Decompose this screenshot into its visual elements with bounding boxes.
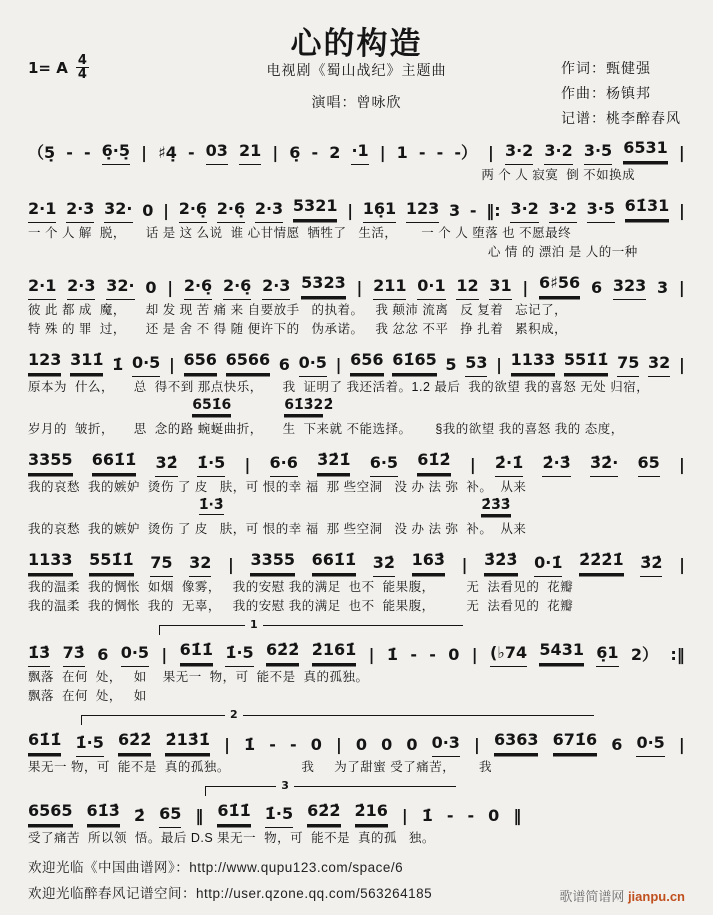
note-group: 2·6̣ bbox=[223, 274, 251, 300]
time-bottom: 4 bbox=[77, 67, 87, 82]
note-group: 3·2 bbox=[510, 197, 538, 223]
barline: | bbox=[679, 555, 685, 574]
lyric-line: 飘落 在何 处， 如 果无一 物，可 能不是 真的孤独。 bbox=[28, 670, 369, 684]
note-group: - bbox=[83, 143, 91, 162]
system-7 bbox=[28, 618, 685, 705]
note-group: 2̇2̇2̇1̇ bbox=[579, 548, 624, 574]
note-group: 3355 bbox=[28, 448, 73, 474]
note-group: 3 bbox=[657, 278, 669, 297]
barline: ‖ bbox=[195, 806, 204, 825]
lyric-line: 特 殊 的 罪 过， 还 是 舍 不 得 随 便许下的 伪承诺。 我 忿忿 不平 挣 扎着 累积成， bbox=[28, 322, 568, 336]
note-group: - bbox=[187, 143, 195, 162]
note-group: 5 bbox=[445, 355, 457, 374]
note-group: 0 bbox=[355, 735, 368, 754]
note-group: 0 bbox=[488, 806, 500, 825]
site-credit-prefix: 歌谱简谱网 bbox=[559, 889, 628, 904]
note-group: (♭74 bbox=[490, 641, 527, 667]
ossia-note-group: 2̇3̇3̇ bbox=[481, 497, 511, 513]
lyric-line: 我的哀愁 我的嫉妒 烫伤 了 皮 肤，可 恨的幸 福 那 些空洞 没 办 法 弥 补。 从来 bbox=[28, 522, 527, 536]
notation-line bbox=[28, 136, 685, 165]
note-group: 0·5 bbox=[636, 731, 664, 757]
barline: | bbox=[379, 143, 386, 162]
note-group: 6 bbox=[278, 355, 290, 374]
note-group: 6 bbox=[97, 645, 109, 664]
note-group: 6̣ bbox=[289, 143, 301, 162]
note-group: 6565 bbox=[28, 799, 73, 825]
note-group: 0 bbox=[310, 735, 322, 754]
qzone-url-line: 欢迎光临醉春风记谱空间：http://user.qzone.qq.com/563264185 bbox=[28, 886, 433, 901]
note-group: 2̇161̇ bbox=[312, 638, 357, 664]
note-group: 2̇16 bbox=[355, 799, 388, 825]
note-group: 03 bbox=[206, 139, 228, 165]
notation-line bbox=[28, 448, 685, 477]
barline: | bbox=[368, 645, 375, 664]
note-group: - bbox=[418, 143, 426, 162]
note-group: 6·5 bbox=[370, 451, 398, 477]
note-group: - bbox=[469, 201, 477, 220]
note-group: - bbox=[429, 645, 436, 664]
barline: ‖ bbox=[513, 806, 522, 825]
note-group: - bbox=[467, 806, 475, 825]
barline: | bbox=[244, 455, 251, 474]
barline: :‖ bbox=[670, 645, 685, 664]
note-group: 75 bbox=[617, 351, 639, 377]
note-group: 1133 bbox=[511, 348, 556, 374]
note-group: 3·5 bbox=[587, 197, 615, 223]
note-group: 2·1 bbox=[28, 274, 56, 300]
note-group: 1̇ bbox=[421, 806, 433, 825]
note-group: 65 bbox=[638, 451, 660, 477]
note-group: 211 bbox=[373, 274, 406, 300]
lyric-line: 一 个 人 解 脱， 话 是 这 么说 谁 心甘情愿 牺牲了 生活， 一 个 人 堕落 也 不愿最终 bbox=[28, 226, 572, 240]
note-group: 0·1̇ bbox=[534, 551, 562, 577]
note-group: 1̇ bbox=[244, 735, 256, 754]
note-group: 61̇65 bbox=[392, 348, 437, 374]
note-group: 0 bbox=[381, 735, 393, 754]
note-group: 661̇1̇ bbox=[92, 448, 137, 474]
note-group: 5323 bbox=[301, 271, 346, 297]
note-group: ·1 bbox=[351, 139, 368, 165]
note-group: 661̇1̇ bbox=[312, 548, 357, 574]
note-group: 3̇2̇1̇ bbox=[317, 448, 350, 474]
note-group: 656 bbox=[184, 348, 217, 374]
note-group: 2 bbox=[329, 143, 341, 162]
note-group: 163̇ bbox=[412, 548, 445, 574]
note-group: 311̇ bbox=[70, 348, 103, 374]
note-group: 671̇6 bbox=[553, 728, 598, 754]
note-group: 2·3 bbox=[255, 197, 283, 223]
lyric-line: 飘落 在何 处， 如 bbox=[28, 689, 147, 703]
note-group: 6♯56 bbox=[539, 271, 580, 297]
note-group: 2） bbox=[630, 645, 659, 664]
barline: | bbox=[474, 735, 480, 754]
note-group: 3̇2̇3̇ bbox=[484, 548, 517, 574]
barline: | bbox=[224, 735, 230, 754]
lyric-line: 果无一 物，可 能不是 真的孤独。 我 为了甜蜜 受了痛苦， 我 bbox=[28, 760, 493, 774]
barline: | bbox=[161, 645, 168, 664]
note-group: 21 bbox=[239, 139, 261, 165]
note-group: 3·2 bbox=[544, 139, 572, 165]
note-group: 123 bbox=[28, 348, 61, 374]
barline: | bbox=[356, 278, 363, 297]
lyricist-credit: 作词：甄健强 bbox=[561, 60, 651, 76]
singer: 演唱：曾咏欣 bbox=[311, 94, 402, 110]
notation-line bbox=[28, 271, 685, 300]
ossia-note-group: 61̇3̇2 bbox=[284, 397, 324, 413]
note-group: ♯4̣ bbox=[158, 143, 177, 162]
note-group: 2·6̣ bbox=[179, 197, 207, 223]
note-group: - bbox=[410, 645, 417, 664]
note-group: 6 bbox=[611, 735, 623, 754]
note-group: 2·3 bbox=[262, 274, 290, 300]
barline: | bbox=[678, 355, 685, 374]
note-group: 1 bbox=[396, 143, 408, 162]
note-group: 323 bbox=[613, 274, 646, 300]
note-group: 1̇·5 bbox=[225, 641, 253, 667]
note-group: 656 bbox=[350, 348, 383, 374]
note-group: 61̇1̇ bbox=[28, 728, 61, 754]
note-group: 12 bbox=[456, 274, 478, 300]
ossia-note-group: 651̇6 bbox=[192, 397, 232, 413]
time-top: 4 bbox=[77, 53, 87, 68]
note-group: 123 bbox=[406, 197, 439, 223]
note-group: 0·5 bbox=[121, 641, 149, 667]
note-group: 3·5 bbox=[584, 139, 612, 165]
composer-credit: 作曲：杨镇邦 bbox=[561, 85, 651, 101]
note-group: 32· bbox=[106, 274, 134, 300]
note-group: 2·6̣ bbox=[217, 197, 245, 223]
lyric-line: 心 情 的 漂泊 是 人的一种 bbox=[487, 245, 638, 259]
note-group: 1̇ bbox=[386, 645, 398, 664]
note-group: 0·3 bbox=[432, 731, 460, 757]
song-title: 心的构造 bbox=[290, 26, 423, 61]
note-group: 551̇1̇ bbox=[564, 348, 609, 374]
barline: | bbox=[678, 278, 685, 297]
note-group: 53 bbox=[465, 351, 487, 377]
note-group: 1̇·5 bbox=[197, 451, 225, 477]
note-group: 3·2 bbox=[549, 197, 577, 223]
note-group: 31 bbox=[489, 274, 511, 300]
note-group: 32̇ bbox=[373, 551, 395, 577]
volta-bracket-1 bbox=[159, 618, 462, 635]
note-group: 32 bbox=[189, 551, 211, 577]
note-group: 1̇ bbox=[112, 355, 124, 374]
note-group: 32 bbox=[648, 351, 670, 377]
note-group: - bbox=[311, 143, 319, 162]
note-group: 2̇·1̇ bbox=[495, 451, 523, 477]
ossia-row bbox=[28, 497, 685, 519]
notation-line bbox=[28, 348, 685, 377]
note-group: 62̇2̇ bbox=[266, 638, 299, 664]
lyric-line: 我的温柔 我的惆怅 我的 无辜， 我的安慰 我的满足 也不 能果腹， 无 法看见的 花瓣 bbox=[28, 599, 574, 613]
note-group: 6̣·5̣ bbox=[102, 139, 130, 165]
subtitle: 电视剧《蜀山战纪》主题曲 bbox=[266, 62, 447, 78]
note-group: 0·1 bbox=[417, 274, 445, 300]
note-group: 1̇3̇ bbox=[28, 641, 50, 667]
barline: | bbox=[228, 555, 234, 574]
transcriber-credit: 记谱：桃李醉春风 bbox=[561, 110, 681, 126]
notation-line bbox=[28, 638, 685, 667]
ossia-note-group: 2̇ bbox=[323, 397, 334, 413]
note-group: 2·6̣ bbox=[184, 274, 212, 300]
note-group: 1̇·5 bbox=[265, 802, 293, 828]
note-group: 32̇ bbox=[155, 451, 177, 477]
system-9 bbox=[28, 779, 685, 847]
barline: | bbox=[168, 355, 175, 374]
note-group: - bbox=[289, 735, 297, 754]
note-group: 65 bbox=[159, 802, 181, 828]
note-group: 61̇3̇ bbox=[87, 799, 120, 825]
barline: | bbox=[488, 143, 494, 162]
volta-bracket-2 bbox=[81, 708, 594, 725]
header bbox=[28, 8, 685, 136]
note-group: 61̇31 bbox=[625, 194, 670, 220]
barline: | bbox=[679, 455, 685, 474]
notation-line bbox=[28, 194, 685, 223]
barline: | bbox=[347, 201, 354, 220]
note-group: - bbox=[446, 806, 454, 825]
barline: | bbox=[469, 455, 476, 474]
barline: | bbox=[163, 201, 169, 220]
ossia-row bbox=[28, 397, 685, 419]
system-4 bbox=[28, 348, 685, 438]
note-group: 75 bbox=[150, 551, 172, 577]
note-group: 3·2 bbox=[505, 139, 533, 165]
note-group: 0 bbox=[448, 645, 460, 664]
note-group: 2·1 bbox=[28, 197, 56, 223]
barline: | bbox=[167, 278, 174, 297]
note-group: - bbox=[269, 735, 276, 754]
barline: | bbox=[678, 143, 685, 162]
note-group: -） bbox=[454, 143, 477, 162]
note-group: 6566 bbox=[226, 348, 271, 374]
barline: | bbox=[678, 735, 685, 754]
barline: | bbox=[141, 143, 147, 162]
barline: | bbox=[678, 201, 685, 220]
note-group: - bbox=[436, 143, 444, 162]
score bbox=[28, 136, 685, 847]
note-group: 5431 bbox=[539, 638, 584, 664]
notation-line bbox=[28, 548, 685, 577]
lyric-line: 我的哀愁 我的嫉妒 烫伤 了 皮 肤，可 恨的幸 福 那 些空洞 没 办 法 弥 补。 从来 bbox=[28, 480, 527, 494]
site-credit-brand: jianpu.cn bbox=[627, 889, 685, 904]
note-group: 6531 bbox=[623, 136, 668, 162]
note-group: 0 bbox=[142, 201, 154, 220]
lyric-line: 岁月的 皱折， 思 念的路 蜿蜒曲折， 生 下来就 不能选择。 §我的欲望 我的喜怒 我的 态度， bbox=[28, 422, 624, 436]
barline: | bbox=[335, 355, 342, 374]
lyric-line: 两 个 人 寂寞 倒 不如换成 bbox=[481, 168, 636, 182]
lyric-line: 原本为 什么， 总 得不到 那点快乐， 我 证明了 我还活着。1.2 最后 我的欲望 我的喜怒 无处 归宿， bbox=[28, 380, 650, 394]
qupu-url-line: 欢迎光临《中国曲谱网》：http://www.qupu123.com/space/6 bbox=[28, 860, 404, 875]
note-group: 2̇·3̇ bbox=[542, 451, 570, 477]
system-1 bbox=[28, 136, 685, 184]
note-group: 61̇1̇ bbox=[217, 799, 250, 825]
note-group: 73̇ bbox=[63, 641, 85, 667]
note-group: 1̇·5 bbox=[76, 731, 104, 757]
note-group: 3̇2̇· bbox=[590, 451, 618, 477]
note-group: 61̇1̇ bbox=[180, 638, 213, 664]
volta-label: 3 bbox=[276, 779, 294, 792]
system-5 bbox=[28, 448, 685, 538]
lyric-line: 彼 此 都 成 魔， 却 发 现 苦 痛 来 自要放手 的执着。 我 颠沛 流离 反 复着 忘记了， bbox=[28, 303, 568, 317]
note-group: 2̇13̇1̇ bbox=[165, 728, 210, 754]
system-6 bbox=[28, 548, 685, 615]
barline: | bbox=[522, 278, 529, 297]
note-group: 0·5 bbox=[299, 351, 327, 377]
notation-line bbox=[28, 728, 685, 757]
lyric-line: 我的温柔 我的惆怅 如烟 像雾， 我的安慰 我的满足 也不 能果腹， 无 法看见的 花瓣 bbox=[28, 580, 574, 594]
barline: | bbox=[272, 143, 279, 162]
note-group: 6̣1 bbox=[596, 641, 618, 667]
volta-bracket-3 bbox=[205, 779, 456, 796]
barline: | bbox=[401, 806, 408, 825]
footer bbox=[28, 855, 685, 907]
note-group: 0 bbox=[406, 735, 418, 754]
system-8 bbox=[28, 708, 685, 776]
system-3 bbox=[28, 271, 685, 338]
credits bbox=[561, 56, 681, 131]
barline: | bbox=[335, 735, 342, 754]
volta-label: 2 bbox=[225, 708, 243, 721]
note-group: 2̇ bbox=[133, 806, 146, 825]
note-group: 0 bbox=[145, 278, 157, 297]
volta-label: 1 bbox=[245, 618, 263, 631]
note-group: 5321 bbox=[293, 194, 338, 220]
note-group: - bbox=[66, 143, 73, 162]
barline: | bbox=[471, 645, 478, 664]
note-group: 62̇2̇ bbox=[307, 799, 340, 825]
notation-line bbox=[28, 799, 522, 828]
note-group: 3355 bbox=[250, 548, 295, 574]
note-group: 2·3 bbox=[66, 197, 94, 223]
barline: | bbox=[461, 555, 468, 574]
note-group: 0·5 bbox=[132, 351, 160, 377]
note-group: 1133 bbox=[28, 548, 73, 574]
note-group: 6·6 bbox=[270, 451, 298, 477]
site-credit bbox=[559, 886, 685, 905]
note-group: 551̇1̇ bbox=[89, 548, 134, 574]
system-2 bbox=[28, 194, 685, 261]
note-group: 6 bbox=[590, 278, 603, 297]
lyric-line: 受了痛苦 所以领 悟。最后 D.S 果无一 物，可 能不是 真的孤 独。 bbox=[28, 831, 435, 845]
note-group: 3̇2̇ bbox=[640, 551, 662, 577]
note-group: 62̇2̇ bbox=[118, 728, 151, 754]
note-group: 3 bbox=[449, 201, 461, 220]
ossia-note-group: 1̇·3̇ bbox=[198, 497, 224, 513]
note-group: 2·3 bbox=[67, 274, 95, 300]
key-label: 1= A bbox=[28, 58, 68, 77]
note-group: 6363 bbox=[494, 728, 539, 754]
note-group: （5̣ bbox=[28, 143, 56, 162]
note-group: 32· bbox=[104, 197, 132, 223]
note-group: 16̣1 bbox=[363, 197, 396, 223]
barline: ‖: bbox=[486, 201, 501, 220]
note-group: 61̇2̇ bbox=[417, 448, 450, 474]
barline: | bbox=[496, 355, 502, 374]
